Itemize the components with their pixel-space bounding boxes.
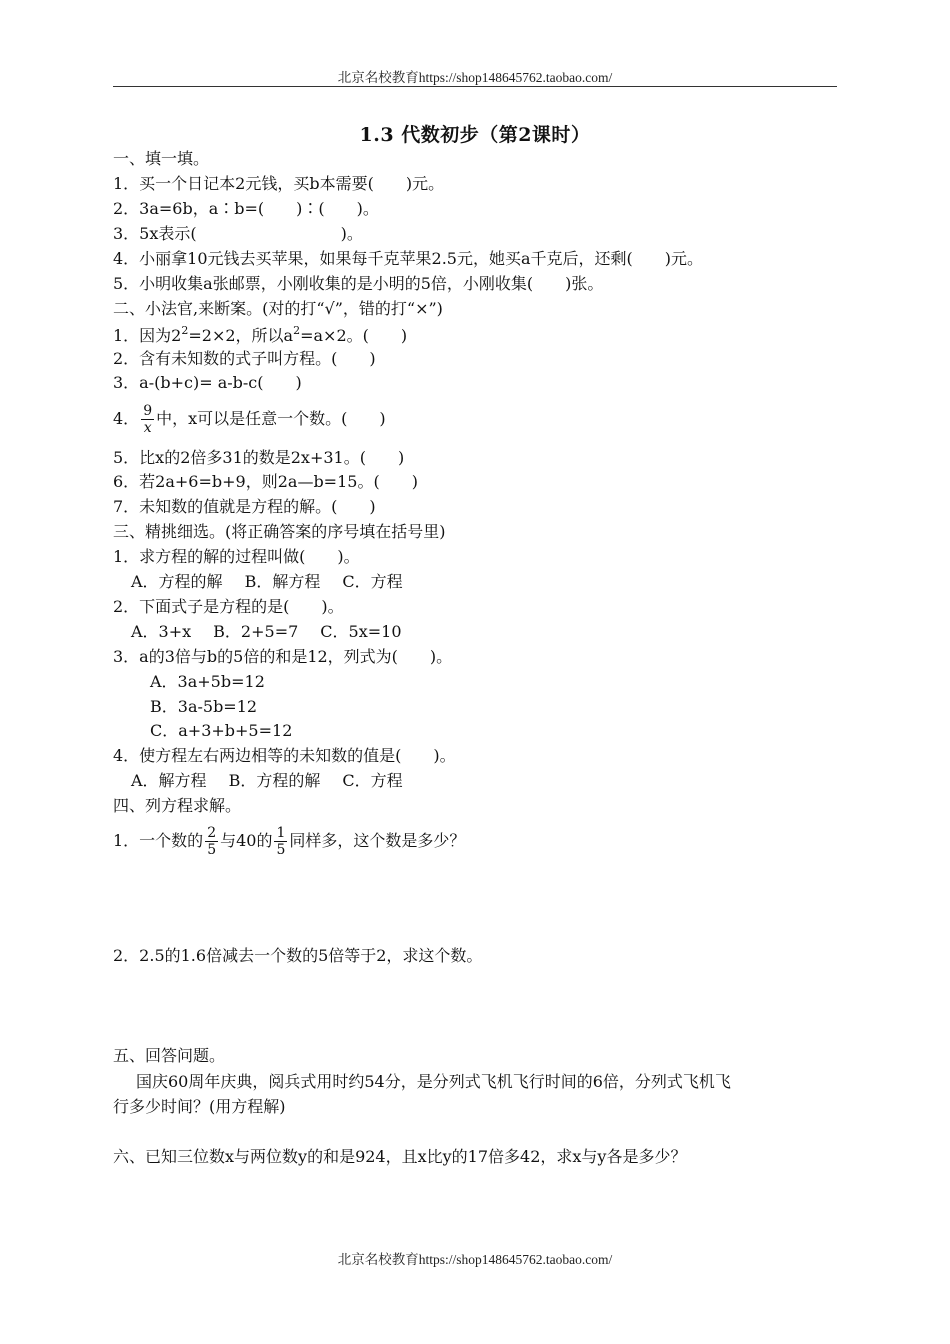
section-3-heading: 三、精挑细选。(将正确答案的序号填在括号里) [113,522,446,541]
s3-q4-option-a: A．解方程 [131,771,207,790]
s2-question-5: 5．比x的2倍多31的数是2x+31。( ) [113,448,405,467]
s1-question-3: 3．5x表示( )。 [113,224,363,243]
fraction-denominator: x [143,420,152,436]
s3-q4-option-b: B．方程的解 [228,771,321,790]
s2-question-2: 2．含有未知数的式子叫方程。( ) [113,349,376,368]
s3-q4-options [131,771,403,791]
header-rule [113,86,837,87]
section-6-problem: 六、已知三位数x与两位数y的和是924，且x比y的17倍多42，求x与y各是多少？ [113,1147,687,1166]
s3-question-2: 2．下面式子是方程的是( )。 [113,597,344,616]
s3-question-1: 1．求方程的解的过程叫做( )。 [113,547,360,566]
s1-question-4: 4．小丽拿10元钱去买苹果，如果每千克苹果2.5元，她买a千克后，还剩( )元。 [113,249,704,268]
s3-q2-option-b: B．2+5=7 [213,622,299,641]
s2-question-6: 6．若2a+6=b+9，则2a—b=15。( ) [113,472,418,491]
fraction-numerator: 1 [276,825,286,841]
fraction-9-over-x [141,403,154,436]
section-1-heading: 一、填一填。 [113,149,210,168]
s2-question-4 [113,402,386,436]
s4-q1-text: 同样多，这个数是多少？ [289,831,466,850]
s4-question-1 [113,824,465,858]
s3-q3-option-b: B．3a-5b=12 [150,697,258,716]
page-title: 1.3 代数初步（第2课时） [359,124,591,146]
s3-q1-option-a: A．方程的解 [131,572,223,591]
s1-question-1: 1．买一个日记本2元钱，买b本需要( )元。 [113,174,445,193]
section-4-heading: 四、列方程求解。 [113,796,242,815]
s2-q1-exponent-1: 2 [181,324,189,337]
s4-question-2: 2．2.5的1.6倍减去一个数的5倍等于2，求这个数。 [113,946,483,965]
s3-q2-option-c: C．5x=10 [320,622,402,641]
s1-question-2: 2．3a=6b，a∶b=( )∶( )。 [113,199,379,218]
page-footer: 北京名校教育https://shop148645762.taobao.com/ [337,1252,613,1267]
fraction-numerator: 2 [207,825,217,841]
s2-question-3: 3．a-(b+c)= a-b-c( ) [113,373,302,392]
section-5-heading: 五、回答问题。 [113,1046,226,1065]
s4-q1-middle: 与40的 [220,831,273,850]
s2-q1-part-a: 1．因为2 [113,326,182,345]
fraction-1-over-5 [274,825,287,858]
fraction-2-over-5 [205,825,218,858]
s4-q1-prefix: 1．一个数的 [113,831,204,850]
s5-problem-line-2: 行多少时间？(用方程解) [113,1097,286,1116]
s3-q2-option-a: A．3+x [131,622,192,641]
fraction-denominator: 5 [276,842,286,858]
s2-q1-part-b: =2×2，所以a [188,326,294,345]
page-header: 北京名校教育https://shop148645762.taobao.com/ [337,70,613,85]
s3-q1-options [131,572,403,592]
s3-question-3: 3．a的3倍与b的5倍的和是12，列式为( )。 [113,647,453,666]
s2-q1-exponent-2: 2 [293,324,301,337]
section-2-heading: 二、小法官,来断案。(对的打“√”，错的打“×”) [113,299,443,318]
s5-problem-line-1: 国庆60周年庆典，阅兵式用时约54分，是分列式飞机飞行时间的6倍，分列式飞机飞 [136,1072,731,1091]
s3-q4-option-c: C．方程 [342,771,403,790]
s2-q4-text: 中，x可以是任意一个数。( ) [156,409,386,428]
s3-q3-option-a: A．3a+5b=12 [150,672,265,691]
fraction-denominator: 5 [207,842,217,858]
s3-q1-option-c: C．方程 [342,572,403,591]
s3-q3-option-c: C．a+3+b+5=12 [150,721,293,740]
s2-q4-prefix: 4． [113,409,140,428]
s3-q2-options [131,622,402,642]
s2-question-1 [113,326,407,348]
s3-question-4: 4．使方程左右两边相等的未知数的值是( )。 [113,746,456,765]
s3-q1-option-b: B．解方程 [244,572,321,591]
s2-question-7: 7．未知数的值就是方程的解。( ) [113,497,376,516]
s1-question-5: 5．小明收集a张邮票，小刚收集的是小明的5倍，小刚收集( )张。 [113,274,604,293]
fraction-numerator: 9 [143,403,153,419]
s2-q1-part-c: =a×2。( ) [300,326,408,345]
